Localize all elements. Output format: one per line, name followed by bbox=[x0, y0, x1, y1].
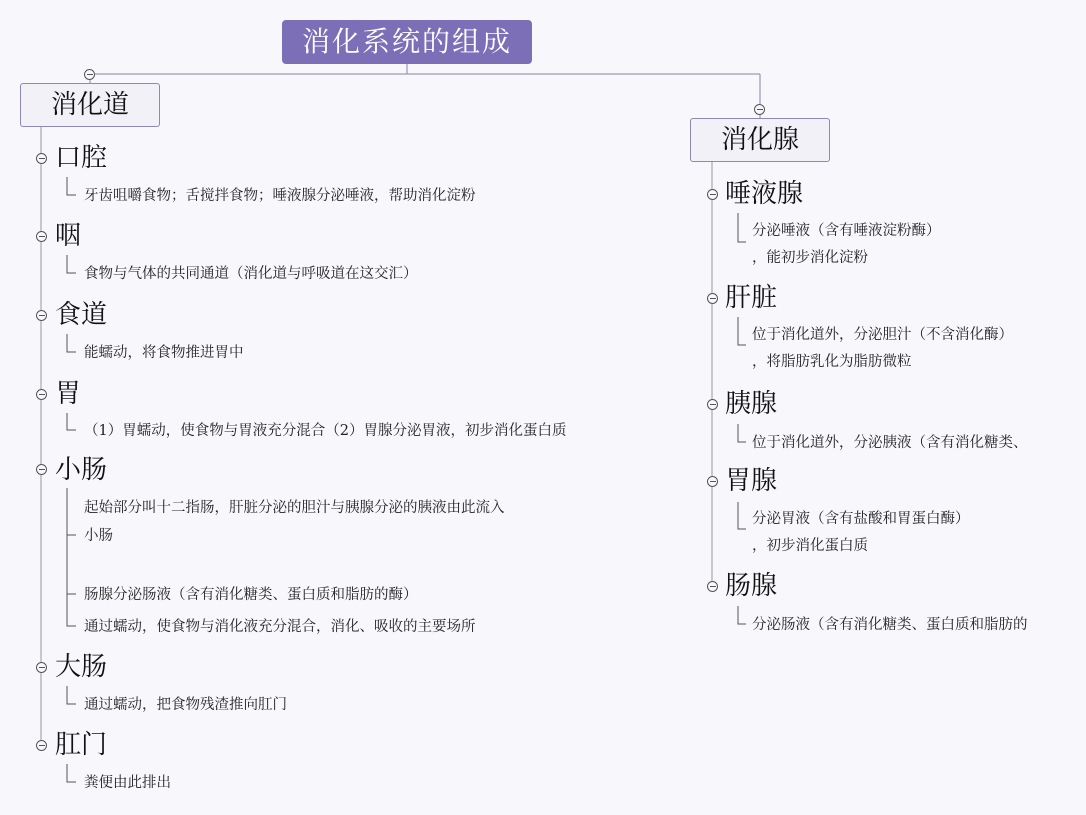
detail-text: 位于消化道外，分泌胆汁（不含消化酶） bbox=[752, 327, 1013, 343]
detail-text: 牙齿咀嚼食物；舌搅拌食物；唾液腺分泌唾液，帮助消化淀粉 bbox=[84, 188, 476, 204]
collapse-toggle-icon[interactable] bbox=[84, 69, 95, 80]
detail-text: （1）胃蠕动，使食物与胃液充分混合（2）胃腺分泌胃液，初步消化蛋白质 bbox=[84, 423, 567, 439]
topic-stomach[interactable]: 胃 bbox=[55, 379, 82, 409]
detail-text: 通过蠕动，把食物残渣推向肛门 bbox=[84, 697, 287, 713]
detail-text: 分泌胃液（含有盐酸和胃蛋白酶） bbox=[752, 511, 970, 527]
detail-text: 分泌肠液（含有消化糖类、蛋白质和脂肪的 bbox=[752, 617, 1028, 633]
topic-intestinal-gland[interactable]: 肠腺 bbox=[725, 571, 778, 601]
branch-digestive-tract[interactable]: 消化道 bbox=[20, 83, 160, 127]
topic-anus[interactable]: 肛门 bbox=[55, 730, 108, 760]
detail-text: 肠腺分泌肠液（含有消化糖类、蛋白质和脂肪的酶） bbox=[84, 587, 418, 603]
detail-text: 位于消化道外，分泌胰液（含有消化糖类、 bbox=[752, 435, 1028, 451]
topic-gastric-gland[interactable]: 胃腺 bbox=[725, 466, 778, 496]
root-node[interactable]: 消化系统的组成 bbox=[282, 20, 532, 64]
collapse-toggle-icon[interactable] bbox=[36, 153, 47, 164]
detail-text: 能蠕动，将食物推进胃中 bbox=[84, 345, 244, 361]
detail-text: 起始部分叫十二指肠，肝脏分泌的胆汁与胰腺分泌的胰液由此流入 bbox=[84, 500, 505, 516]
topic-mouth[interactable]: 口腔 bbox=[55, 143, 108, 173]
collapse-toggle-icon[interactable] bbox=[36, 740, 47, 751]
detail-text: 分泌唾液（含有唾液淀粉酶） bbox=[752, 223, 941, 239]
collapse-toggle-icon[interactable] bbox=[36, 389, 47, 400]
detail-text: 小肠 bbox=[84, 528, 113, 544]
collapse-toggle-icon[interactable] bbox=[707, 189, 718, 200]
collapse-toggle-icon[interactable] bbox=[707, 399, 718, 410]
collapse-toggle-icon[interactable] bbox=[36, 662, 47, 673]
detail-text: ，将脂肪乳化为脂肪微粒 bbox=[752, 354, 912, 370]
collapse-toggle-icon[interactable] bbox=[36, 310, 47, 321]
branch-digestive-glands[interactable]: 消化腺 bbox=[690, 118, 830, 162]
collapse-toggle-icon[interactable] bbox=[36, 464, 47, 475]
topic-esophagus[interactable]: 食道 bbox=[55, 300, 108, 330]
detail-text: 通过蠕动，使食物与消化液充分混合，消化、吸收的主要场所 bbox=[84, 619, 476, 635]
topic-large-intestine[interactable]: 大肠 bbox=[55, 652, 108, 682]
topic-pharynx[interactable]: 咽 bbox=[55, 221, 82, 251]
collapse-toggle-icon[interactable] bbox=[36, 231, 47, 242]
topic-small-intestine[interactable]: 小肠 bbox=[55, 455, 108, 485]
topic-pancreas[interactable]: 胰腺 bbox=[725, 389, 778, 419]
detail-text: ，能初步消化淀粉 bbox=[752, 250, 868, 266]
topic-salivary-gland[interactable]: 唾液腺 bbox=[725, 179, 804, 209]
collapse-toggle-icon[interactable] bbox=[707, 293, 718, 304]
collapse-toggle-icon[interactable] bbox=[707, 581, 718, 592]
detail-text: ，初步消化蛋白质 bbox=[752, 538, 868, 554]
detail-text: 食物与气体的共同通道（消化道与呼吸道在这交汇） bbox=[84, 266, 418, 282]
topic-liver[interactable]: 肝脏 bbox=[725, 283, 778, 313]
collapse-toggle-icon[interactable] bbox=[754, 104, 765, 115]
detail-text: 粪便由此排出 bbox=[84, 775, 171, 791]
collapse-toggle-icon[interactable] bbox=[707, 476, 718, 487]
